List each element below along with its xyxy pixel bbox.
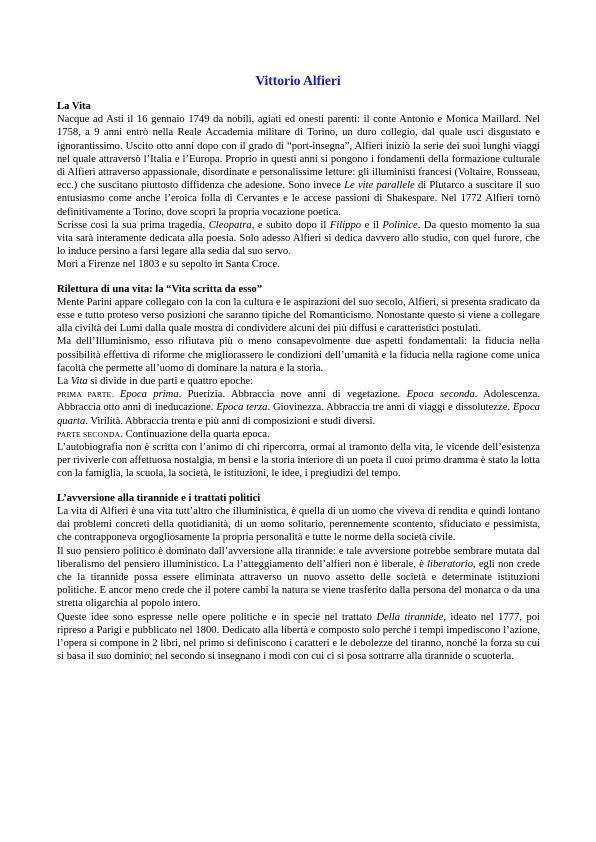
paragraph: Mente Parini appare collegato con la con la cultura e le aspirazioni del suo secolo, Alfieri, si presenta sradicato da esse e tutto proteso verso posizioni che saranno tipiche del Romanticismo. Nonostante questo si viene a collegare alla civiltà dei Lumi dalla quale mostra di condividere alcuni dei più diffusi e caratteristici postulati. xyxy=(57,296,540,335)
paragraph: PARTE SECONDA. Continuazione della quarta epoca. xyxy=(57,428,270,440)
document-title: Vittorio Alfieri xyxy=(255,73,341,88)
paragraph: Morì a Firenze nel 1803 e su sepolto in Santa Croce. xyxy=(57,259,280,271)
section-heading-la-vita: La Vita xyxy=(57,101,91,112)
paragraph: L’autobiografia non è scritta con l’animo di chi ripercorra, ormai al tramonto della vita, le vicende dell’esistenza per riviverle con affettuosa nostalgia, m bensì e la storia interiore di un poeta il cuoi primo dramma è stato la lotta con la famiglia, la scuola, la società, le istituzioni, le idee, i pregiudizi del tempo. xyxy=(57,442,540,480)
paragraph: Nacque ad Asti il 16 gennaio 1749 da nobili, agiati ed onesti parenti: il conte Antonio e Monica Maillard. Nel 1758, a 9 anni entrò nella Reale Accademia militare di Torino, un duro collegio, dal quale uscì disgustato e ignorantissimo. Uscito otto anni dopo con il grado di “port-insegna”, Alfieri iniziò la serie dei suoi lunghi viaggi nel quale attraversò l’Italia e l’Europa. Proprio in questi anni si pongono i fondamenti della formazione culturale di Alfieri attraverso appassionale, disordinate e personalissime letture: gli illuministi francesi (Voltaire, Rousseau, ecc.) che suscitano piuttosto diffidenza che adesione. Sono invece Le vite parallele di Plutarco a suscitare il suo entusiasmo come anche l’eroica folla di Cervantes e le accese passioni di Shakespare. Nel 1772 Alfieri tornò definitivamente a Torino, dove scoprì la propria vocazione poetica. xyxy=(57,114,540,218)
section-heading-avversione: L’avversione alla tirannide e i trattati politici xyxy=(57,492,261,504)
paragraph: La Vita si divide in due parti e quattro epoche: xyxy=(57,376,254,388)
paragraph: Il suo pensiero politico è dominato dall’avversione alla tirannide: e tale avversione potrebbe sembrare mutata dal liberalismo del pensiero illuministico. La l’atteggiamento dell’alfieri non è liberale, è liberatorio, egli non crede che la tirannide possa essere eliminata attraverso un nuovo assetto delle società e determinate istituzioni politiche. E ancor meno crede che il potere cambi la natura se viene trasferito dalla persona del monarca o da una stretta oligarchia al popolo intero. xyxy=(57,545,540,610)
paragraph: PRIMA PARTE. Epoca prima. Puerizia. Abbraccia nove anni di vegetazione. Epoca seconda. Adolescenza. Abbraccia otto anni di ineducazione. Epoca terza. Giovinezza. Abbraccia tre anni di viaggi e dissolutezze. Epoca quarta. Virilità. Abbraccia trenta e più anni di composizioni e studi diversi. xyxy=(57,389,540,427)
section-heading-rilettura: Rilettura di una vita: la “Vita scritta da esso” xyxy=(57,283,262,295)
paragraph: Ma dell’Illuminismo, esso rifiutava più o meno consapevolmente due aspetti fondamentali: la fiducia nella possibilità effettiva di riforme che migliorassero le condizioni dell’umanità e la fiducia nella ragione come unica facoltà che permette all’uomo di dominare la natura e la storia. xyxy=(57,336,540,374)
paragraph: Scrisse così la sua prima tragedia, Cleopatra, e subito dopo il Filippo e il Polinice. Da questo momento la sua vita sarà interamente dedicata alla poesia. Solo adesso Alfieri si dedica davvero allo studio, con quel furore, che lo induce persino a farsi legare alla sedia dal suo servo. xyxy=(57,219,540,258)
paragraph: Queste idee sono espresse nelle opere politiche e in specie nel trattato Della tirannide, ideato nel 1777, poi ripreso a Parigi e pubblicato nel 1800. Dedicato alla libertà e composto solo perché i tempi impediscono l’azione, l’opera si compone in 2 libri, nel primo si definiscono i caratteri e le debolezze del tiranno, nonché la forza su cui si basa il suo dominio; nel secondo si insegnano i modi con cui ci si posa sottrarre alla tirannide o scuoterla. xyxy=(57,611,540,663)
paragraph: La vita di Alfieri è una vita tutt’altro che illuministica, è quella di un uomo che viveva di rendita e quindi lontano dai problemi concreti della quotidianità, di un uomo solitario, perennemente scontento, sfiduciato e pessimista, che contrapponeva orgogliosamente la propria personalità e tutte le norme della società civile. xyxy=(57,505,540,544)
document-body xyxy=(57,100,540,663)
